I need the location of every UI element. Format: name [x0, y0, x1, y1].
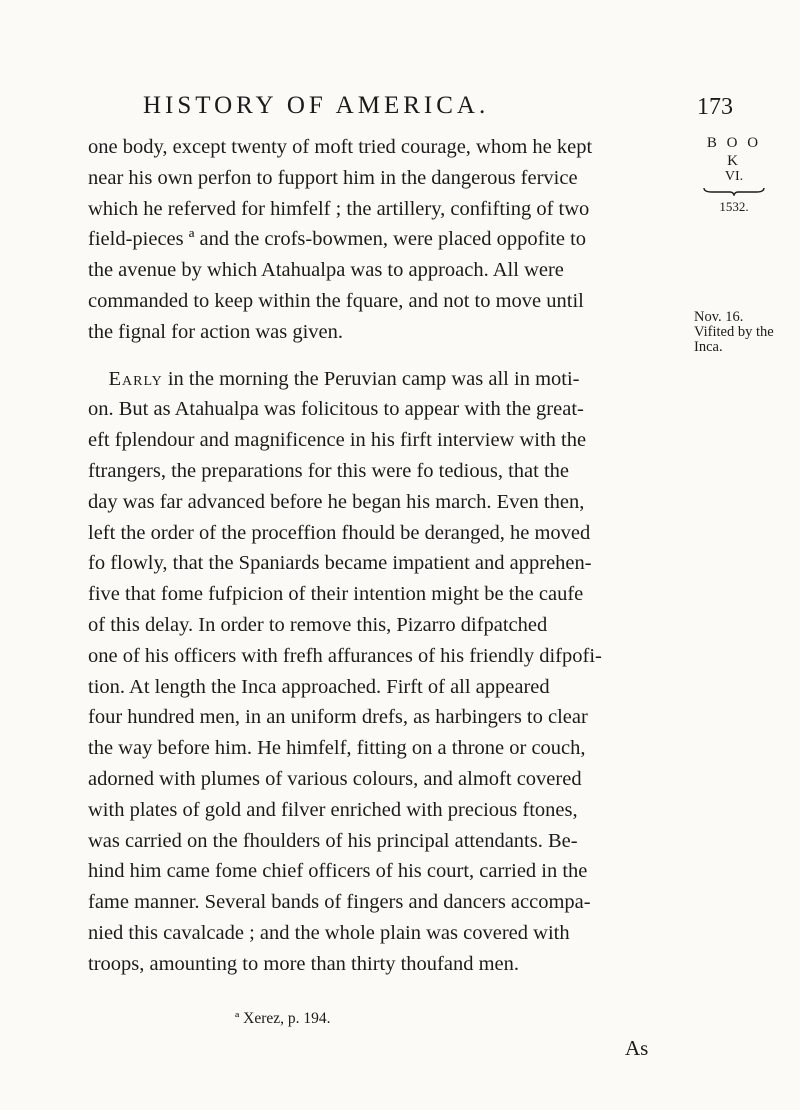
text-line: near his own perfon to fupport him in the dangerous fervice [88, 166, 578, 189]
text-line: day was far advanced before he began his march. Even then, [88, 490, 585, 513]
text-line: field-pieces ª and the crofs-bowmen, were placed oppofite to [88, 228, 587, 251]
text-line: which he referved for himfelf ; the artillery, confifting of two [88, 197, 590, 220]
margin-note-line: Nov. 16. [694, 309, 744, 325]
text-line: left the order of the proceffion fhould be deranged, he moved [88, 521, 591, 544]
text-line: one of his officers with frefh affurances of his friendly difpofi- [88, 644, 602, 667]
margin-year: 1532. [719, 199, 749, 214]
text-line: of this delay. In order to remove this, Pizarro difpatched [88, 613, 548, 636]
margin-book-marker [698, 134, 770, 218]
footnote: ª Xerez, p. 194. [235, 1010, 331, 1027]
text-line: the fignal for action was given. [88, 320, 344, 343]
text-line: the avenue by which Atahualpa was to approach. All were [88, 259, 564, 282]
text-line: tion. At length the Inca approached. Firft of all appeared [88, 675, 550, 698]
text-line: one body, except twenty of moft tried courage, whom he kept [88, 136, 593, 158]
text-line: was carried on the fhoulders of his principal attendants. Be- [88, 829, 578, 852]
lead-word: Early [108, 367, 163, 390]
book-number: VI. [724, 169, 744, 184]
brace-ornament-icon [702, 186, 766, 196]
margin-note [694, 310, 794, 355]
text-line: four hundred men, in an uniform drefs, as harbingers to clear [88, 706, 588, 729]
text-line: adorned with plumes of various colours, and almoft covered [88, 767, 582, 790]
text-line: ftrangers, the preparations for this were fo tedious, that the [88, 459, 570, 482]
text-line: hind him came fome chief officers of his court, carried in the [88, 860, 588, 883]
page-number: 173 [697, 94, 733, 120]
text-line: five that fome fufpicion of their intention might be the caufe [88, 583, 584, 606]
text-line: on. But as Atahualpa was folicitous to appear with the great- [88, 398, 584, 421]
book-label: B O O K [706, 135, 762, 169]
text-line: with plates of gold and filver enriched with precious ftones, [88, 798, 578, 821]
margin-note-line: Vifited by the [694, 324, 774, 340]
text-line: the way before him. He himfelf, fitting on a throne or couch, [88, 737, 586, 760]
text-line: fo flowly, that the Spaniards became impatient and apprehen- [88, 552, 592, 575]
text-line: fame manner. Several bands of fingers and dancers accompa- [88, 891, 591, 914]
running-title: HISTORY OF AMERICA. [143, 92, 490, 119]
text-line: troops, amounting to more than thirty thoufand men. [88, 952, 520, 975]
text-line: eft fplendour and magnificence in his firft interview with the [88, 429, 587, 452]
body-text [88, 132, 688, 980]
first-line-rest: in the morning the Peruvian camp was all in moti- [162, 367, 580, 390]
text-line [88, 364, 688, 395]
text-line: nied this cavalcade ; and the whole plain was covered with [88, 921, 570, 944]
margin-note-line: Inca. [694, 339, 723, 355]
catchword: As [625, 1036, 649, 1060]
text-line: commanded to keep within the fquare, and not to move until [88, 289, 584, 312]
